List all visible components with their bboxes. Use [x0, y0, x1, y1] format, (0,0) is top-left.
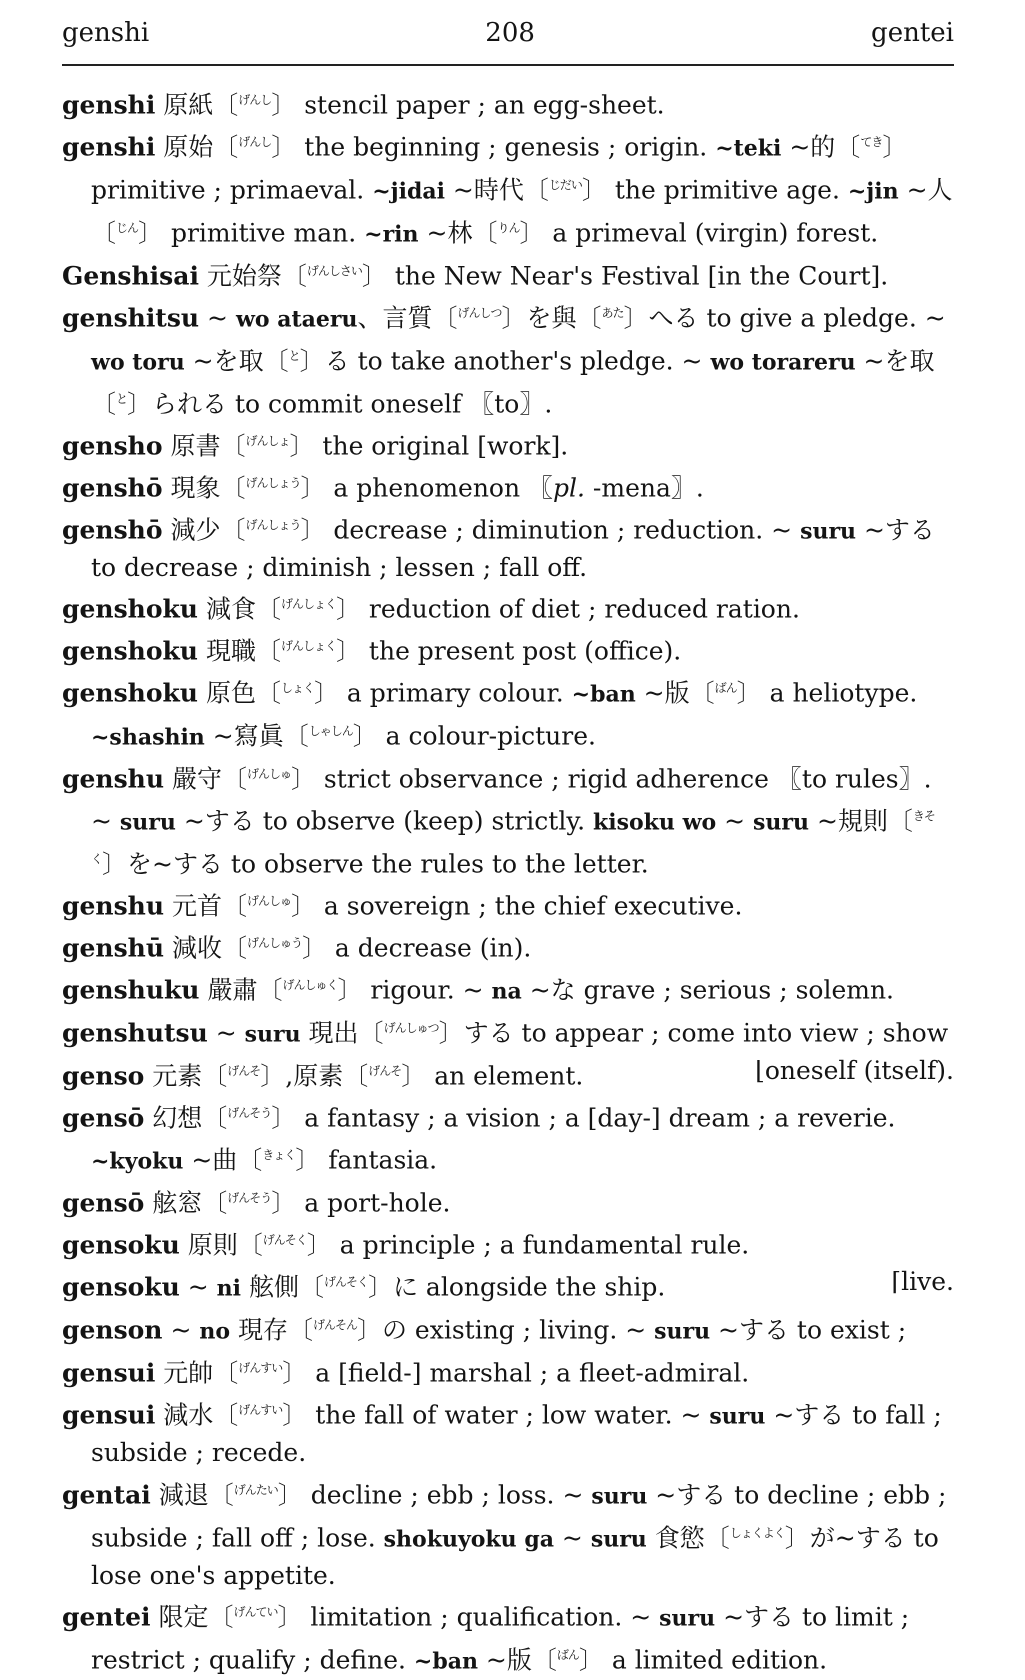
- furigana-reading: げんそん: [312, 1318, 357, 1333]
- headword: gensui: [62, 1359, 156, 1388]
- entry-text: 〕 a primeval (virgin) forest.: [519, 218, 879, 248]
- entry-text: 〕 a colour-picture.: [352, 722, 596, 751]
- furigana-reading: あた: [601, 306, 624, 320]
- romanized-phrase: ~kyoku: [91, 1149, 184, 1175]
- entry-text: 舷窓〔: [144, 1189, 228, 1218]
- furigana-reading: げんしゅく: [282, 978, 338, 993]
- romanized-phrase: wo torareru: [710, 349, 856, 376]
- entry-text: 〕 a port-hole.: [271, 1189, 451, 1218]
- furigana-reading: ばん: [556, 1648, 579, 1663]
- furigana-reading: きそく: [91, 809, 935, 867]
- dictionary-entry: [62, 465, 954, 507]
- entry-text: 減少〔: [162, 515, 246, 545]
- entry-text: ~曲〔: [183, 1146, 263, 1175]
- entry-text: ~: [179, 1273, 217, 1302]
- entry-text: 食慾〔: [646, 1523, 730, 1553]
- headword: genshoku: [62, 679, 198, 708]
- header-rule: [62, 64, 954, 66]
- entry-text: ~する to fall ; subside ; recede.: [91, 1401, 942, 1468]
- furigana-reading: げんてい: [233, 1605, 278, 1620]
- dictionary-entry: [62, 967, 954, 1010]
- furigana-reading: げんしょ: [245, 434, 290, 448]
- romanized-phrase: suru: [590, 1526, 647, 1553]
- headword: gentai: [62, 1480, 151, 1510]
- furigana-reading: と: [116, 392, 128, 406]
- romanized-phrase: suru: [800, 518, 857, 545]
- entry-text: ~的〔: [781, 132, 861, 162]
- entry-text: 原色〔: [198, 679, 281, 708]
- dictionary-entry: [62, 1350, 954, 1392]
- furigana-reading: ばん: [714, 681, 737, 696]
- dictionary-entry: [62, 883, 954, 925]
- entry-text: 〕られる to commit oneself 〖to〗.: [127, 389, 553, 419]
- dictionary-entry: [62, 670, 954, 756]
- entry-text: ~する to exist ;: [710, 1316, 907, 1345]
- dictionary-entry: [62, 1222, 954, 1264]
- entry-text: 〕 fantasia.: [295, 1146, 438, 1175]
- romanized-phrase: suru: [591, 1483, 648, 1510]
- romanized-phrase: wo toru: [91, 349, 185, 376]
- entry-text: 〕 primitive ; primaeval.: [91, 132, 908, 205]
- dictionary-entry: [62, 1392, 954, 1471]
- furigana-reading: しゃしん: [308, 724, 353, 739]
- furigana-reading: げんしさい: [306, 264, 362, 278]
- entry-text: 元首〔: [164, 892, 247, 921]
- entry-text: 減食〔: [198, 595, 281, 624]
- furigana-reading: げんしょく: [280, 597, 336, 612]
- romanized-phrase: suru: [659, 1605, 716, 1632]
- dictionary-entry: [62, 295, 954, 423]
- entry-text: 〕が~する to lose one's appetite.: [91, 1523, 939, 1590]
- entry-text: 幻想〔: [144, 1104, 228, 1133]
- entry-text: 〕 the New Near's Festival [in the Court].: [361, 261, 889, 291]
- entry-text: 〕 the fall of water ; low water. ~: [282, 1401, 710, 1430]
- overflow-fragment: ⌈live.: [891, 1267, 954, 1297]
- header-right-guide-word: gentei: [871, 18, 954, 48]
- entry-text: ~: [716, 807, 754, 836]
- entry-text: 〕 a [field-] marshal ; a fleet-admiral.: [282, 1359, 750, 1388]
- dictionary-entry: [62, 1472, 954, 1594]
- dictionary-entry: [62, 82, 954, 124]
- entry-text: ~人〔: [91, 175, 953, 248]
- entry-text: 〕 a sovereign ; the chief executive.: [290, 892, 743, 921]
- headword: genshu: [62, 765, 164, 794]
- entry-text: 減退〔: [150, 1480, 234, 1510]
- entry-text: 元素〔: [144, 1062, 228, 1091]
- romanized-phrase: suru: [753, 810, 809, 836]
- dictionary-entry: [62, 628, 954, 670]
- entry-text: 減水〔: [155, 1401, 239, 1430]
- furigana-reading: げんそう: [227, 1191, 272, 1206]
- entry-text: 〕 stencil paper ; an egg-sheet.: [271, 90, 665, 120]
- entry-text: 〕 a decrease (in).: [301, 934, 532, 963]
- entry-text: 〕 decrease ; diminution ; reduction. ~: [300, 515, 801, 545]
- entry-text: 〕 limitation ; qualification. ~: [277, 1602, 660, 1632]
- entry-text: 〕 rigour. ~: [337, 976, 492, 1005]
- entry-text: 〕 strict observance ; rigid adherence 〖to rules〗. ~: [91, 765, 932, 836]
- entry-text: 現象〔: [162, 473, 246, 503]
- dictionary-entry: [62, 1010, 954, 1053]
- dictionary-entry: [62, 1053, 954, 1095]
- entry-text: 嚴肅〔: [199, 976, 283, 1005]
- entry-text: 〕 the primitive age.: [581, 175, 848, 205]
- headword: Genshisai: [62, 261, 199, 291]
- romanized-phrase: shokuyoku ga: [383, 1526, 554, 1553]
- furigana-reading: しょくよく: [729, 1525, 785, 1540]
- headword: genshoku: [62, 595, 198, 624]
- entry-text: ~版〔: [477, 1645, 557, 1675]
- entry-text: 現職〔: [198, 637, 281, 666]
- entry-text: 〕 the original [work].: [289, 431, 569, 461]
- dictionary-entry: [62, 756, 954, 883]
- headword: genshuku: [62, 976, 200, 1005]
- entry-text: 〕 a limited edition.: [578, 1645, 828, 1675]
- furigana-reading: げんし: [238, 135, 272, 149]
- entry-text: 原則〔: [179, 1231, 263, 1260]
- entry-text: ~版〔: [635, 679, 715, 708]
- headword: genshutsu: [62, 1019, 208, 1048]
- entry-text: 〕 the present post (office).: [335, 637, 682, 666]
- headword: genshitsu: [62, 303, 200, 333]
- romanized-phrase: wo ataeru: [235, 306, 358, 333]
- headword: gensō: [62, 1189, 145, 1218]
- romanized-phrase: suru: [244, 1022, 301, 1048]
- header-left-guide-word: genshi: [62, 18, 150, 48]
- romanized-phrase: ~rin: [364, 221, 419, 248]
- headword: genso: [62, 1062, 145, 1091]
- entry-text: 〕を與〔: [501, 303, 602, 333]
- romanized-phrase: suru: [709, 1404, 766, 1430]
- headword: gensoku: [62, 1231, 180, 1260]
- romanized-phrase: ~ban: [571, 682, 636, 708]
- romanized-phrase: kisoku wo: [593, 810, 717, 836]
- dictionary-entry: [62, 925, 954, 967]
- furigana-reading: げんしゅう: [246, 936, 302, 951]
- headword: gensui: [62, 1401, 156, 1430]
- romanized-phrase: ~jidai: [372, 178, 445, 205]
- furigana-reading: げんすい: [238, 1403, 283, 1418]
- entry-text: 〕 primitive man.: [138, 218, 365, 248]
- furigana-reading: げんし: [238, 93, 272, 107]
- entry-text: 原始〔: [155, 132, 239, 162]
- entry-text: 限定〔: [150, 1602, 234, 1632]
- headword: gentei: [62, 1602, 151, 1632]
- entry-text: 舷側〔: [241, 1273, 324, 1302]
- entry-text: ~林〔: [418, 218, 498, 248]
- entry-text: 〕する to appear ; come into view ; show: [438, 1019, 949, 1048]
- dictionary-page: [62, 18, 954, 1680]
- headword: genshō: [62, 473, 163, 503]
- page-number: 208: [485, 18, 535, 48]
- headword: genshu: [62, 892, 164, 921]
- furigana-reading: と: [288, 349, 300, 363]
- entry-text: 原紙〔: [155, 90, 239, 120]
- entry-text: 原書〔: [162, 431, 246, 461]
- entry-text: 〕を~する to observe the rules to the letter.: [102, 850, 649, 879]
- romanized-phrase: ~teki: [715, 135, 782, 162]
- furigana-reading: きょく: [262, 1148, 296, 1163]
- grammar-note: pl.: [553, 473, 585, 503]
- entry-text: ~を取〔: [91, 346, 935, 419]
- entry-text: 嚴守〔: [164, 765, 247, 794]
- dictionary-entry: [62, 124, 954, 253]
- furigana-reading: じだい: [548, 178, 582, 192]
- entry-text: 現存〔: [230, 1316, 313, 1345]
- furigana-reading: じん: [116, 221, 139, 235]
- entry-text: 元始祭〔: [198, 261, 307, 291]
- running-header: [62, 18, 954, 58]
- furigana-reading: げんしゅ: [246, 767, 291, 782]
- entry-text: ~する to decline ; ebb ; subside ; fall off ; lose.: [91, 1480, 947, 1553]
- furigana-reading: げんしゅ: [246, 894, 291, 909]
- headword: genshi: [62, 132, 156, 162]
- romanized-phrase: ~jin: [847, 178, 899, 205]
- romanized-phrase: ni: [216, 1276, 242, 1302]
- entry-text: ~規則〔: [809, 807, 913, 836]
- entry-text: ~する to observe (keep) strictly.: [175, 807, 594, 836]
- headword: genson: [62, 1316, 163, 1345]
- headword: genshū: [62, 934, 164, 963]
- headword: gensoku: [62, 1273, 180, 1302]
- entry-text: ~する to limit ; restrict ; qualify ; define.: [91, 1602, 910, 1675]
- entry-text: ~する to decrease ; diminish ; lessen ; fall off.: [91, 515, 935, 582]
- entry-text: 〕 a heliotype.: [736, 679, 918, 708]
- entry-text: ~: [199, 303, 236, 333]
- furigana-reading: げんしゅつ: [383, 1021, 439, 1036]
- furigana-reading: げんしつ: [457, 306, 502, 320]
- romanized-phrase: ~ban: [413, 1648, 478, 1675]
- furigana-reading: げんしょう: [245, 518, 301, 532]
- entry-text: ~: [207, 1019, 245, 1048]
- romanized-phrase: na: [491, 979, 522, 1005]
- romanized-phrase: suru: [654, 1319, 711, 1345]
- overflow-fragment: ⌊oneself (itself).: [755, 1056, 954, 1086]
- furigana-reading: げんそく: [323, 1275, 368, 1290]
- dictionary-entry: [62, 1180, 954, 1222]
- entry-text: 〕 a fantasy ; a vision ; a [day-] dream ; a reverie.: [271, 1104, 896, 1133]
- entry-text: 〕に alongside the ship.: [367, 1273, 666, 1302]
- entry-text: 〕 a phenomenon 〖: [300, 473, 554, 503]
- entry-text: 〕 an element.: [401, 1062, 584, 1091]
- dictionary-entry: [62, 507, 954, 586]
- entry-text: -mena〗.: [584, 473, 704, 503]
- furigana-reading: げんそ: [368, 1064, 402, 1079]
- furigana-reading: げんしょう: [245, 476, 301, 490]
- furigana-reading: げんそく: [262, 1233, 307, 1248]
- dictionary-entry: [62, 586, 954, 628]
- furigana-reading: てき: [860, 135, 883, 149]
- entry-text: 〕 decline ; ebb ; loss. ~: [277, 1480, 592, 1510]
- entry-text: ~: [162, 1316, 200, 1345]
- headword: genshi: [62, 90, 156, 120]
- dictionary-entry: [62, 423, 954, 465]
- entry-text: 〕へる to give a pledge. ~: [623, 303, 946, 333]
- furigana-reading: げんしょく: [280, 639, 336, 654]
- entry-text: 現出〔: [300, 1019, 384, 1048]
- headword: gensō: [62, 1104, 145, 1133]
- dictionary-entry: [62, 253, 954, 295]
- entry-list: [62, 82, 954, 1680]
- entry-text: 〕 a principle ; a fundamental rule.: [306, 1231, 750, 1260]
- entry-text: ~: [553, 1523, 591, 1553]
- entry-text: 〕 reduction of diet ; reduced ration.: [335, 595, 800, 624]
- entry-text: 、言質〔: [357, 303, 458, 333]
- headword: gensho: [62, 431, 163, 461]
- entry-text: 〕 a primary colour.: [313, 679, 572, 708]
- entry-text: ~な grave ; serious ; solemn.: [521, 976, 894, 1005]
- entry-text: 〕,原素〔: [260, 1062, 369, 1091]
- furigana-reading: げんたい: [233, 1482, 278, 1497]
- dictionary-entry: [62, 1095, 954, 1180]
- entry-text: 減收〔: [164, 934, 247, 963]
- romanized-phrase: ~shashin: [91, 725, 205, 751]
- romanized-phrase: suru: [119, 810, 176, 836]
- entry-text: 〕る to take another's pledge. ~: [299, 346, 711, 376]
- furigana-reading: げんすい: [238, 1361, 283, 1376]
- entry-text: ~時代〔: [444, 175, 549, 205]
- furigana-reading: りん: [497, 221, 520, 235]
- furigana-reading: げんそ: [227, 1064, 261, 1079]
- furigana-reading: げんそう: [227, 1106, 272, 1121]
- headword: genshō: [62, 515, 163, 545]
- entry-text: ~を取〔: [184, 346, 289, 376]
- furigana-reading: しょく: [280, 681, 314, 696]
- dictionary-entry: [62, 1307, 954, 1350]
- headword: genshoku: [62, 637, 198, 666]
- entry-text: ~寫眞〔: [204, 722, 309, 751]
- entry-text: 〕の existing ; living. ~: [356, 1316, 655, 1345]
- entry-text: 〕 the beginning ; genesis ; origin.: [271, 132, 716, 162]
- dictionary-entry: [62, 1264, 954, 1307]
- dictionary-entry: [62, 1594, 954, 1680]
- romanized-phrase: no: [199, 1319, 231, 1345]
- entry-text: 元帥〔: [155, 1359, 239, 1388]
